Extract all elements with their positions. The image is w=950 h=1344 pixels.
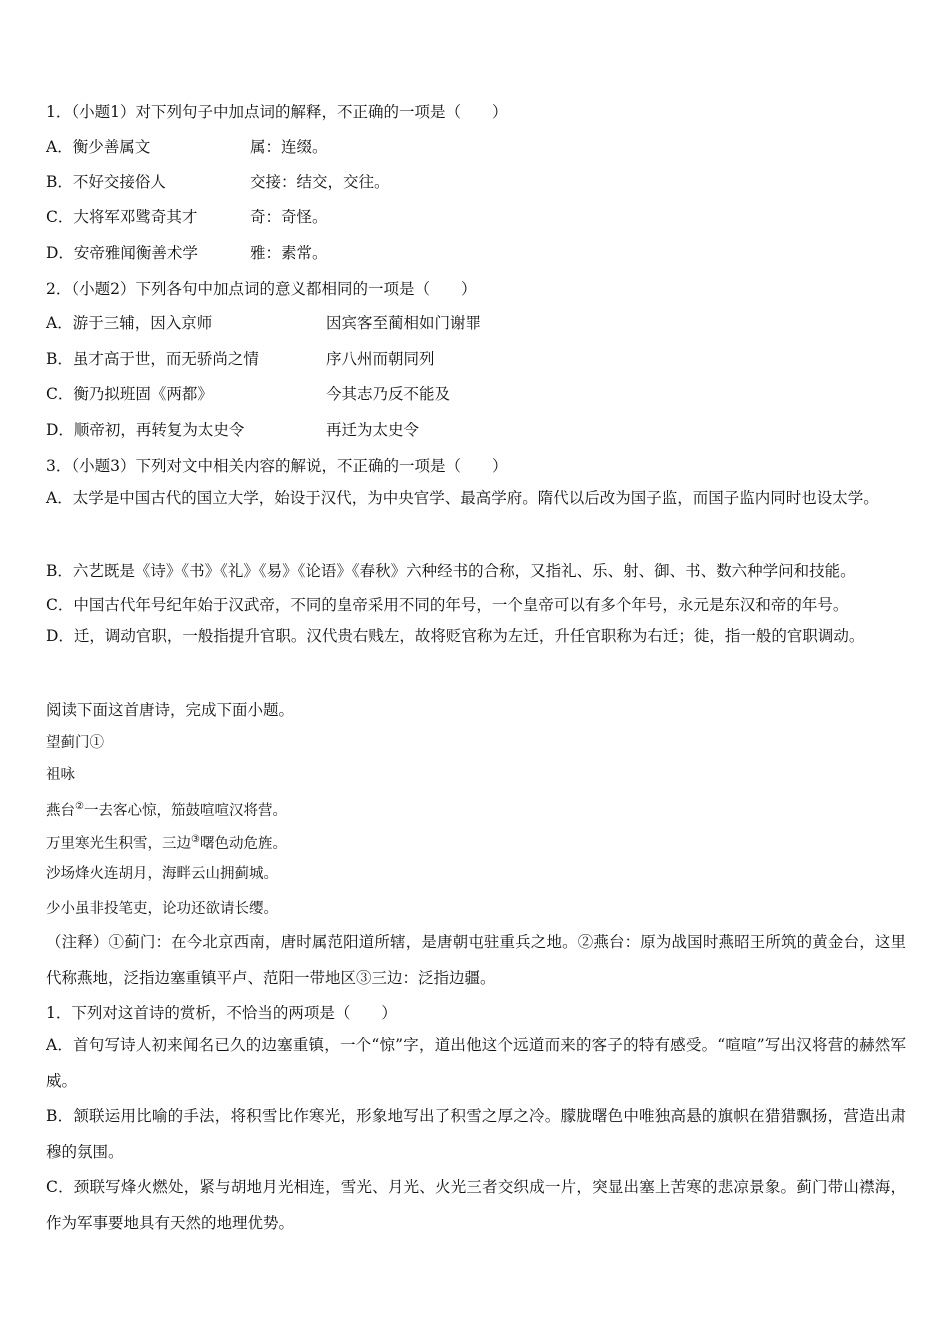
q4-option-c: C．颈联写烽火燃处，紧与胡地月光相连，雪光、月光、火光三者交织成一片，突显出塞上苦寒的悲凉景象。蓟门带山襟海，作为军事要地具有天然的地理优势。 <box>46 1178 906 1232</box>
q2-option-b-compare: 序八州而朝同列 <box>326 350 435 368</box>
q1-option-a: A．衡少善属文 <box>46 138 151 156</box>
q2-option-c: C．衡乃拟班固《两都》 <box>46 385 213 403</box>
q3-stem: 3．（小题3）下列对文中相关内容的解说，不正确的一项是（ ） <box>46 457 508 475</box>
q2-option-d-compare: 再迁为太史令 <box>326 421 420 439</box>
q2-stem: 2．（小题2）下列各句中加点词的意义都相同的一项是（ ） <box>46 280 477 298</box>
q1-option-d-gloss: 雅：素常。 <box>250 244 328 262</box>
q4-stem: 1．下列对这首诗的赏析，不恰当的两项是（ ） <box>46 1004 397 1022</box>
poem-line-3: 沙场烽火连胡月，海畔云山拥蓟城。 <box>46 866 278 882</box>
poem-line-2: 万里寒光生积雪，三边③曙色动危旌。 <box>46 834 287 852</box>
q1-option-c-gloss: 奇：奇怪。 <box>250 208 328 226</box>
q2-option-b: B．虽才高于世，而无骄尚之情 <box>46 350 259 368</box>
q4-option-a: A．首句写诗人初来闻名已久的边塞重镇，一个“惊”字，道出他这个远道而来的客子的特有感受。“喧喧”写出汉将营的赫然军威。 <box>46 1036 906 1090</box>
q1-option-b-gloss: 交接：结交，交往。 <box>250 173 390 191</box>
q1-option-d: D．安帝雅闻衡善术学 <box>46 244 198 262</box>
q1-option-b: B．不好交接俗人 <box>46 173 166 191</box>
poem-title: 望蓟门① <box>46 735 104 751</box>
q2-option-d: D．顺帝初，再转复为太史令 <box>46 421 245 439</box>
q2-option-a: A．游于三辅，因入京师 <box>46 314 213 332</box>
q1-option-a-gloss: 属：连缀。 <box>250 138 328 156</box>
q1-option-c: C．大将军邓骘奇其才 <box>46 208 198 226</box>
q2-option-a-compare: 因宾客至蔺相如门谢罪 <box>326 314 482 332</box>
q1-stem: 1．（小题1）对下列句子中加点词的解释，不正确的一项是（ ） <box>46 103 508 121</box>
poem-line-4: 少小虽非投笔吏，论功还欲请长缨。 <box>46 901 278 917</box>
poem-intro: 阅读下面这首唐诗，完成下面小题。 <box>46 701 295 719</box>
q4-option-b: B．颔联运用比喻的手法，将积雪比作寒光，形象地写出了积雪之厚之冷。朦胧曙色中唯独高悬的旗帜在猎猎飘扬，营造出肃穆的氛围。 <box>46 1107 906 1161</box>
q3-option-d: D．迁，调动官职，一般指提升官职。汉代贵右贱左，故将贬官称为左迁，升任官职称为右迁；徙，指一般的官职调动。 <box>46 627 865 645</box>
q2-option-c-compare: 今其志乃反不能及 <box>326 385 451 403</box>
poem-author: 祖咏 <box>46 767 75 783</box>
q3-option-c: C．中国古代年号纪年始于汉武帝，不同的皇帝采用不同的年号，一个皇帝可以有多个年号，永元是东汉和帝的年号。 <box>46 596 849 614</box>
q3-option-a: A．太学是中国古代的国立大学，始设于汉代，为中央官学、最高学府。隋代以后改为国子监，而国子监内同时也设太学。 <box>46 489 879 507</box>
poem-annotation: （注释）①蓟门：在今北京西南，唐时属范阳道所辖，是唐朝屯驻重兵之地。②燕台：原为战国时燕昭王所筑的黄金台，这里代称燕地，泛指边塞重镇平卢、范阳一带地区③三边：泛指边疆。 <box>46 933 906 987</box>
q3-option-b: B．六艺既是《诗》《书》《礼》《易》《论语》《春秋》六种经书的合称，又指礼、乐、射、御、书、数六种学问和技能。 <box>46 562 856 580</box>
poem-line-1: 燕台②一去客心惊，笳鼓喧喧汉将营。 <box>46 801 287 819</box>
